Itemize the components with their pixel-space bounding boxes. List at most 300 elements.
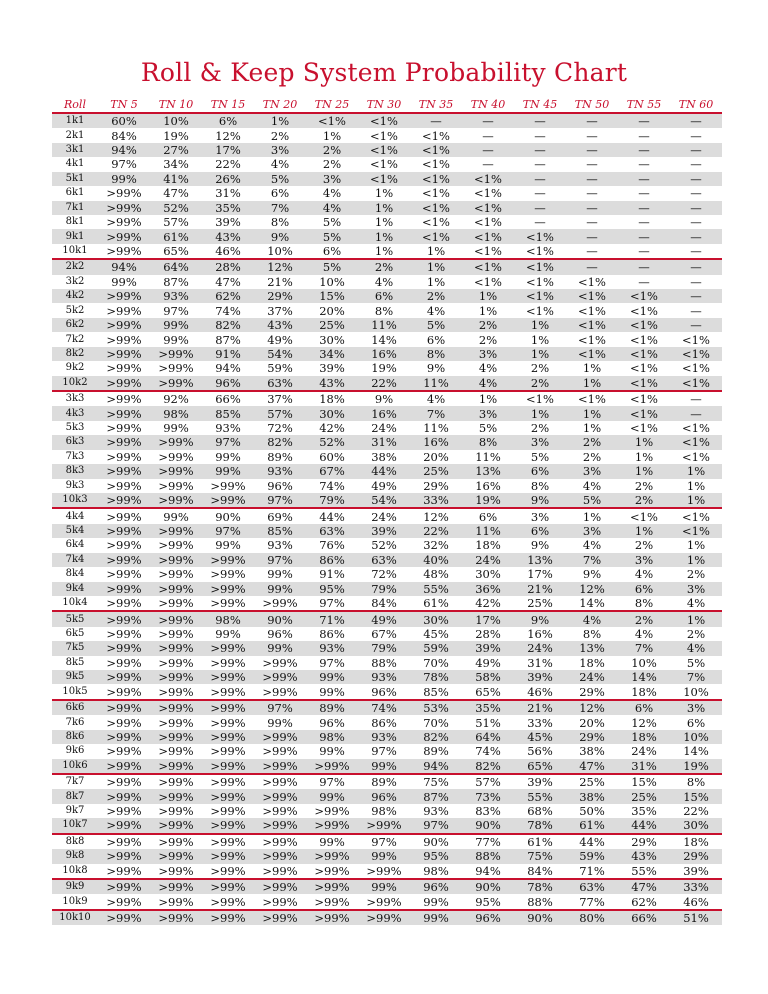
probability-cell: 33% — [410, 493, 462, 508]
probability-cell: 3% — [566, 464, 618, 478]
probability-cell: <1% — [422, 128, 450, 143]
probability-cell: 68% — [527, 804, 553, 819]
probability-cell: 12% — [410, 508, 462, 523]
probability-cell: >99% — [254, 759, 306, 774]
probability-cell: 97% — [254, 493, 306, 508]
probability-cell: >99% — [158, 361, 194, 376]
probability-cell: >99% — [106, 303, 142, 318]
probability-cell: >99% — [98, 524, 150, 538]
roll-cell: 8k6 — [52, 730, 98, 744]
probability-cell: 33% — [670, 879, 722, 894]
table-row — [52, 641, 722, 655]
probability-cell: 3% — [462, 347, 514, 361]
probability-cell: <1% — [682, 361, 710, 376]
probability-cell: 88% — [371, 655, 397, 670]
probability-cell: 99% — [150, 318, 202, 332]
probability-cell: >99% — [98, 834, 150, 849]
probability-cell: 66% — [618, 910, 670, 925]
probability-cell: 6% — [202, 113, 254, 128]
header-tn: TN 5 — [98, 96, 150, 113]
probability-cell: 9% — [514, 493, 566, 508]
probability-cell: 99% — [306, 834, 358, 849]
probability-cell: 75% — [514, 849, 566, 863]
probability-cell: — — [618, 143, 670, 157]
probability-cell: 96% — [410, 879, 462, 894]
probability-cell: 12% — [566, 700, 618, 715]
probability-cell: 70% — [423, 715, 449, 730]
probability-cell: — — [534, 128, 546, 143]
table-row — [52, 450, 722, 464]
probability-cell: 10% — [683, 684, 709, 699]
table-row — [52, 744, 722, 758]
probability-cell: >99% — [98, 700, 150, 715]
probability-cell: 99% — [254, 641, 306, 655]
probability-cell: 99% — [215, 538, 241, 553]
roll-cell: 6k3 — [52, 435, 98, 449]
probability-table — [52, 96, 722, 925]
probability-cell: 31% — [527, 655, 553, 670]
probability-cell: >99% — [210, 478, 246, 493]
probability-cell: >99% — [254, 834, 306, 849]
table-row — [52, 421, 722, 435]
probability-cell: 8% — [270, 215, 290, 230]
probability-cell: 99% — [423, 894, 449, 909]
probability-cell: 5% — [254, 172, 306, 186]
probability-cell: 3% — [254, 143, 306, 157]
probability-cell: 90% — [462, 879, 514, 894]
probability-cell: >99% — [98, 289, 150, 303]
probability-cell: 24% — [566, 670, 618, 684]
probability-cell: >99% — [210, 894, 246, 909]
probability-cell: 44% — [306, 508, 358, 523]
probability-cell: 1% — [374, 215, 394, 230]
probability-cell: >99% — [202, 849, 254, 863]
probability-cell: 8% — [374, 303, 394, 318]
roll-cell: 10k8 — [62, 864, 88, 876]
probability-cell: <1% — [410, 201, 462, 215]
probability-cell: 29% — [566, 730, 618, 744]
probability-cell: 79% — [358, 582, 410, 596]
probability-cell: >99% — [106, 449, 142, 464]
probability-cell: 2% — [530, 421, 550, 436]
probability-cell: 4% — [582, 478, 602, 493]
roll-cell: 7k6 — [65, 716, 85, 728]
probability-cell: >99% — [150, 435, 202, 449]
probability-cell: 86% — [306, 553, 358, 567]
probability-cell: 39% — [215, 215, 241, 230]
probability-cell: 8% — [634, 596, 654, 611]
probability-cell: — — [690, 157, 702, 172]
roll-cell: 9k6 — [65, 745, 85, 757]
probability-cell: >99% — [150, 582, 202, 596]
probability-cell: 20% — [579, 715, 605, 730]
probability-cell: — — [514, 201, 566, 215]
probability-cell: 98% — [202, 611, 254, 626]
probability-cell: 30% — [306, 406, 358, 420]
probability-cell: 29% — [670, 849, 722, 863]
probability-cell: 28% — [475, 626, 501, 641]
probability-cell: 7% — [254, 201, 306, 215]
roll-cell: 7k1 — [52, 201, 98, 215]
roll-cell: 10k4 — [62, 597, 88, 609]
probability-cell: 55% — [514, 789, 566, 803]
probability-cell: 98% — [306, 730, 358, 744]
probability-cell: 93% — [215, 421, 241, 436]
probability-cell: 39% — [514, 670, 566, 684]
probability-cell: >99% — [106, 567, 142, 582]
probability-cell: >99% — [254, 730, 306, 744]
roll-cell: 7k5 — [52, 641, 98, 655]
header-tn: TN 40 — [462, 96, 514, 113]
probability-cell: — — [566, 172, 618, 186]
probability-cell: 1% — [374, 244, 394, 258]
probability-cell: >99% — [150, 730, 202, 744]
probability-cell: 10% — [150, 113, 202, 128]
header-tn: TN 55 — [618, 96, 670, 113]
probability-cell: 3% — [514, 435, 566, 449]
probability-cell: — — [586, 128, 598, 143]
probability-cell: <1% — [306, 113, 358, 128]
table-row — [52, 157, 722, 171]
probability-cell: 3% — [462, 406, 514, 420]
probability-cell: >99% — [98, 670, 150, 684]
roll-cell: 9k1 — [52, 229, 98, 243]
table-body — [52, 113, 722, 925]
probability-cell: 38% — [579, 744, 605, 759]
probability-cell: >99% — [98, 406, 150, 420]
probability-cell: 3% — [618, 553, 670, 567]
probability-cell: 43% — [618, 849, 670, 863]
probability-cell: 35% — [631, 804, 657, 819]
probability-cell: 93% — [423, 804, 449, 819]
probability-cell: 70% — [423, 655, 449, 670]
probability-cell: 49% — [475, 655, 501, 670]
probability-cell: 1% — [566, 508, 618, 523]
probability-cell: 99% — [163, 332, 189, 347]
probability-cell: >99% — [150, 641, 202, 655]
probability-cell: 44% — [358, 464, 410, 478]
probability-cell: <1% — [618, 347, 670, 361]
probability-cell: 1% — [618, 524, 670, 538]
table-row — [52, 670, 722, 684]
probability-cell: 80% — [566, 910, 618, 925]
probability-cell: 95% — [306, 582, 358, 596]
probability-cell: <1% — [462, 229, 514, 243]
probability-cell: >99% — [254, 670, 306, 684]
roll-cell: 3k1 — [52, 143, 98, 157]
probability-cell: >99% — [158, 596, 194, 611]
probability-cell: — — [618, 201, 670, 215]
probability-cell: >99% — [202, 641, 254, 655]
roll-cell: 5k4 — [52, 524, 98, 538]
probability-cell: — — [534, 186, 546, 201]
probability-cell: 72% — [371, 567, 397, 582]
probability-cell: 4% — [270, 157, 290, 172]
probability-cell: >99% — [254, 849, 306, 863]
probability-cell: 27% — [150, 143, 202, 157]
probability-cell: 65% — [475, 684, 501, 699]
probability-cell: 95% — [410, 849, 462, 863]
probability-cell: <1% — [566, 347, 618, 361]
probability-cell: >99% — [106, 538, 142, 553]
probability-cell: 61% — [514, 834, 566, 849]
probability-cell: 44% — [618, 818, 670, 833]
probability-cell: >99% — [254, 879, 306, 894]
probability-cell: 10% — [670, 730, 722, 744]
probability-cell: 19% — [670, 759, 722, 774]
probability-cell: 47% — [566, 759, 618, 774]
probability-cell: 84% — [111, 128, 137, 143]
table-row — [52, 789, 722, 803]
probability-cell: 13% — [514, 553, 566, 567]
probability-cell: 11% — [358, 318, 410, 332]
probability-cell: — — [638, 244, 650, 258]
probability-cell: >99% — [106, 421, 142, 436]
probability-cell: >99% — [202, 582, 254, 596]
probability-cell: — — [534, 215, 546, 230]
probability-cell: 3% — [670, 700, 722, 715]
probability-cell: >99% — [150, 493, 202, 508]
probability-cell: 99% — [163, 421, 189, 436]
probability-cell: 2% — [582, 449, 602, 464]
probability-cell: >99% — [202, 759, 254, 774]
probability-cell: >99% — [98, 582, 150, 596]
probability-cell: 99% — [306, 789, 358, 803]
probability-cell: >99% — [106, 244, 142, 258]
probability-cell: <1% — [514, 229, 566, 243]
probability-cell: >99% — [254, 774, 306, 789]
probability-cell: <1% — [514, 391, 566, 406]
probability-cell: <1% — [618, 406, 670, 420]
probability-cell: — — [482, 128, 494, 143]
probability-cell: 8% — [670, 774, 722, 789]
probability-cell: >99% — [158, 894, 194, 909]
probability-cell: 1% — [670, 553, 722, 567]
probability-cell: — — [638, 215, 650, 230]
probability-cell: 97% — [410, 818, 462, 833]
probability-cell: <1% — [474, 274, 502, 289]
probability-cell: <1% — [618, 391, 670, 406]
probability-cell: >99% — [158, 684, 194, 699]
probability-cell: — — [670, 259, 722, 274]
probability-cell: 73% — [462, 789, 514, 803]
probability-cell: 5% — [410, 318, 462, 332]
probability-cell: 37% — [267, 303, 293, 318]
roll-cell: 8k5 — [65, 656, 85, 668]
probability-cell: 16% — [475, 478, 501, 493]
probability-cell: — — [670, 172, 722, 186]
probability-cell: 21% — [267, 274, 293, 289]
probability-cell: 5% — [306, 259, 358, 274]
probability-cell: — — [462, 113, 514, 128]
probability-cell: <1% — [566, 391, 618, 406]
probability-cell: 93% — [358, 670, 410, 684]
probability-cell: >99% — [158, 478, 194, 493]
probability-cell: >99% — [202, 730, 254, 744]
probability-cell: 29% — [579, 684, 605, 699]
probability-cell: 9% — [530, 538, 550, 553]
probability-cell: <1% — [618, 318, 670, 332]
probability-cell: 62% — [631, 894, 657, 909]
probability-cell: 15% — [670, 789, 722, 803]
probability-cell: 60% — [98, 113, 150, 128]
roll-cell: 8k4 — [65, 568, 85, 580]
probability-cell: 63% — [254, 376, 306, 391]
probability-cell: 46% — [527, 684, 553, 699]
probability-cell: 74% — [475, 744, 501, 759]
probability-cell: 18% — [579, 655, 605, 670]
probability-cell: <1% — [630, 361, 658, 376]
probability-cell: 97% — [202, 524, 254, 538]
probability-cell: 94% — [410, 759, 462, 774]
probability-cell: 94% — [98, 259, 150, 274]
probability-cell: >99% — [98, 553, 150, 567]
probability-cell: — — [618, 113, 670, 128]
table-row — [52, 656, 722, 670]
probability-cell: 99% — [215, 626, 241, 641]
probability-cell: 71% — [579, 863, 605, 878]
probability-cell: 14% — [579, 596, 605, 611]
probability-cell: <1% — [630, 421, 658, 436]
table-row — [52, 553, 722, 567]
probability-cell: >99% — [306, 879, 358, 894]
probability-cell: 1% — [514, 318, 566, 332]
probability-cell: <1% — [474, 244, 502, 258]
probability-cell: 57% — [163, 215, 189, 230]
probability-cell: 1% — [426, 244, 446, 258]
probability-cell: 99% — [358, 759, 410, 774]
probability-cell: 24% — [514, 641, 566, 655]
probability-cell: >99% — [106, 332, 142, 347]
probability-cell: 39% — [514, 774, 566, 789]
probability-cell: 3% — [514, 508, 566, 523]
probability-cell: >99% — [106, 478, 142, 493]
roll-cell: 3k2 — [65, 275, 85, 287]
probability-cell: <1% — [526, 303, 554, 318]
probability-cell: 5% — [566, 493, 618, 508]
table-row — [52, 391, 722, 406]
probability-cell: <1% — [578, 303, 606, 318]
probability-cell: >99% — [306, 759, 358, 774]
table-row — [52, 508, 722, 523]
header-tn: TN 50 — [566, 96, 618, 113]
probability-cell: 2% — [566, 435, 618, 449]
probability-cell: 17% — [202, 143, 254, 157]
probability-cell: 48% — [423, 567, 449, 582]
probability-cell: <1% — [474, 186, 502, 201]
table-row — [52, 894, 722, 909]
probability-cell: 77% — [579, 894, 605, 909]
table-row — [52, 464, 722, 478]
probability-cell: 5% — [322, 215, 342, 230]
probability-cell: 52% — [150, 201, 202, 215]
probability-cell: 24% — [631, 744, 657, 759]
table-row — [52, 910, 722, 925]
probability-cell: 6% — [358, 289, 410, 303]
probability-cell: 1% — [478, 303, 498, 318]
roll-cell: 10k10 — [52, 910, 98, 925]
probability-cell: 8% — [530, 478, 550, 493]
probability-cell: >99% — [314, 804, 350, 819]
probability-cell: >99% — [262, 894, 298, 909]
probability-cell: 71% — [306, 611, 358, 626]
probability-cell: 96% — [462, 910, 514, 925]
probability-cell: >99% — [150, 700, 202, 715]
table-row — [52, 318, 722, 332]
probability-cell: 46% — [683, 894, 709, 909]
table-row — [52, 879, 722, 894]
probability-cell: 55% — [410, 582, 462, 596]
probability-cell: 15% — [306, 289, 358, 303]
probability-cell: 86% — [371, 715, 397, 730]
probability-cell: 4% — [374, 274, 394, 289]
probability-cell: 4% — [582, 538, 602, 553]
probability-cell: 16% — [410, 435, 462, 449]
probability-cell: 1% — [530, 332, 550, 347]
probability-cell: 6% — [618, 582, 670, 596]
probability-cell: 93% — [254, 464, 306, 478]
table-row — [52, 113, 722, 128]
probability-cell: 97% — [254, 553, 306, 567]
probability-cell: 11% — [423, 421, 449, 436]
probability-cell: <1% — [670, 435, 722, 449]
probability-cell: >99% — [314, 894, 350, 909]
probability-cell: 18% — [306, 391, 358, 406]
probability-cell: <1% — [462, 259, 514, 274]
probability-cell: — — [670, 289, 722, 303]
probability-cell: 43% — [202, 229, 254, 243]
probability-cell: 67% — [306, 464, 358, 478]
probability-cell: 2% — [530, 361, 550, 376]
probability-cell: 12% — [631, 715, 657, 730]
probability-cell: 4% — [634, 626, 654, 641]
roll-cell: 4k4 — [52, 508, 98, 523]
probability-cell: >99% — [158, 863, 194, 878]
probability-cell: — — [566, 201, 618, 215]
probability-cell: >99% — [98, 391, 150, 406]
probability-cell: 37% — [254, 391, 306, 406]
probability-cell: >99% — [106, 596, 142, 611]
probability-cell: >99% — [202, 493, 254, 508]
probability-cell: — — [586, 244, 598, 258]
probability-cell: 4% — [322, 186, 342, 201]
probability-cell: — — [586, 157, 598, 172]
probability-cell: 4% — [478, 361, 498, 376]
probability-cell: 57% — [254, 406, 306, 420]
probability-cell: >99% — [98, 849, 150, 863]
probability-cell: 64% — [150, 259, 202, 274]
probability-cell: <1% — [670, 524, 722, 538]
probability-cell: >99% — [262, 596, 298, 611]
probability-cell: 7% — [410, 406, 462, 420]
table-row — [52, 361, 722, 375]
probability-cell: 10% — [267, 244, 293, 258]
probability-cell: 82% — [410, 730, 462, 744]
probability-cell: 1% — [462, 391, 514, 406]
probability-cell: 49% — [267, 332, 293, 347]
probability-cell: >99% — [150, 611, 202, 626]
probability-cell: >99% — [150, 789, 202, 803]
probability-cell: >99% — [210, 863, 246, 878]
probability-cell: 1% — [582, 361, 602, 376]
probability-cell: 39% — [683, 863, 709, 878]
probability-cell: 5% — [306, 229, 358, 243]
roll-cell: 1k1 — [52, 113, 98, 128]
probability-cell: 46% — [215, 244, 241, 258]
probability-cell: 76% — [319, 538, 345, 553]
probability-cell: 1% — [514, 406, 566, 420]
probability-cell: — — [514, 113, 566, 128]
